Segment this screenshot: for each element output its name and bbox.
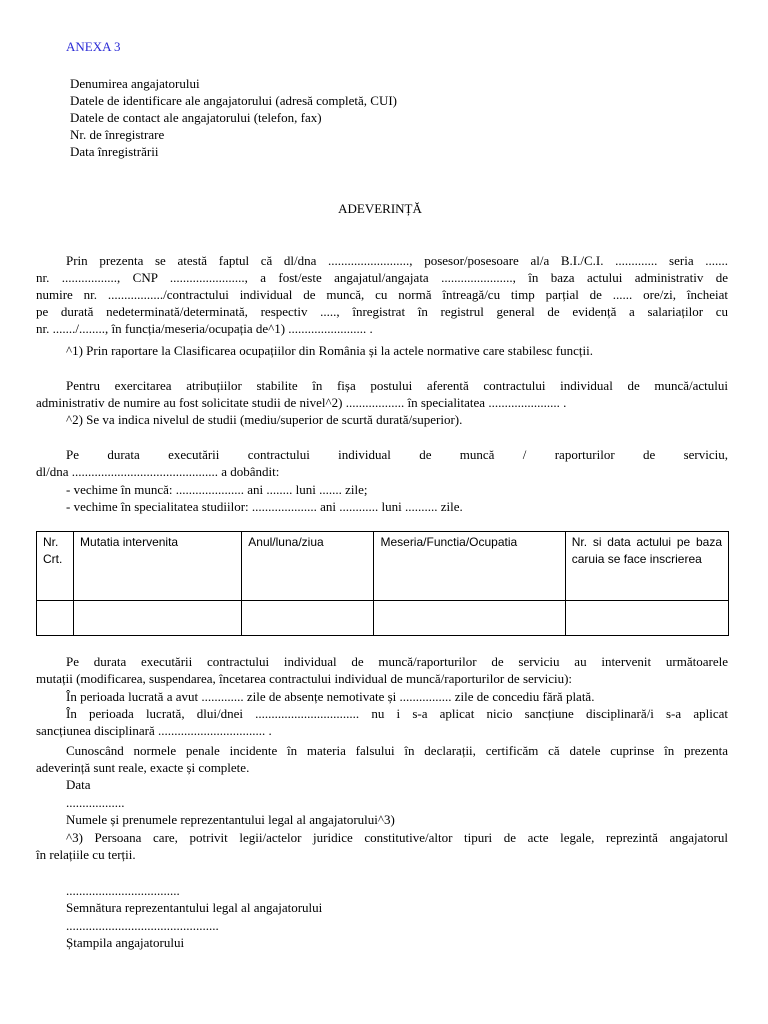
signature-label: Semnătura reprezentantului legal al angajatorului bbox=[66, 900, 323, 915]
para4-line-7: adeverință sunt reale, exacte și complete. bbox=[36, 760, 250, 775]
stamp-label: Ștampila angajatorului bbox=[66, 935, 185, 950]
footnote-1: ^1) Prin raportare la Clasificarea ocupațiilor din România și la actele normative care stabilesc funcții. bbox=[66, 343, 593, 358]
para4-line-3: În perioada lucrată a avut ............. zile de absențe nemotivate și ................ zile de concediu fără plată. bbox=[66, 689, 595, 704]
para3-line-2: dl/dna ............................................. a dobândit: bbox=[36, 464, 280, 479]
para2-line-1: Pentru exercitarea atribuțiilor stabilite în fișa postului aferentă contractului individual de muncă/actului bbox=[66, 378, 728, 393]
registration-number-line: Nr. de înregistrare bbox=[70, 127, 165, 142]
document-title: ADEVERINȚĂ bbox=[338, 201, 422, 216]
para1-line-5: nr. ......./........, în funcția/meseria/ocupația de^1) ........................ . bbox=[36, 321, 373, 336]
table-cell bbox=[565, 601, 728, 636]
header-nr-crt: Nr. Crt. bbox=[37, 532, 74, 601]
rep-name-label: Numele și prenumele reprezentantului legal al angajatorului^3) bbox=[66, 812, 395, 827]
para1-line-3: numire nr. ................./contractului individual de muncă, cu normă întreagă/cu timp parțial de ...... ore/zi, încheiat bbox=[36, 287, 728, 302]
registration-date-line: Data înregistrării bbox=[70, 144, 159, 159]
employer-id-line: Datele de identificare ale angajatorului (adresă completă, CUI) bbox=[70, 93, 398, 108]
para4-line-6: Cunoscând normele penale incidente în materia falsului în declarații, certificăm că datele cuprinse în prezenta bbox=[66, 743, 728, 758]
table-cell bbox=[242, 601, 374, 636]
para4-line-1: Pe durata executării contractului individual de muncă/raporturilor de serviciu au intervenit următoarele bbox=[66, 654, 728, 669]
stamp-dots: ............................................... bbox=[66, 918, 219, 933]
table-cell bbox=[374, 601, 565, 636]
para3-line-1: Pe durata executării contractului individual de muncă / raporturilor de serviciu, bbox=[66, 447, 728, 462]
footnote-2: ^2) Se va indica nivelul de studii (mediu/superior de scurtă durată/superior). bbox=[66, 412, 463, 427]
para1-line-2: nr. ................., CNP ......................., a fost/este angajatul/angajata ......................, în baza actului administrativ de bbox=[36, 270, 728, 285]
header-act: Nr. si data actului pe baza caruia se face inscrierea bbox=[565, 532, 728, 601]
table-row bbox=[37, 601, 729, 636]
date-dots: .................. bbox=[66, 795, 125, 810]
para4-line-4: În perioada lucrată, dlui/dnei ................................ nu i s-a aplicat nicio sancțiune disciplinară/i s-a aplicat bbox=[66, 706, 728, 721]
signature-dots: ................................... bbox=[66, 883, 180, 898]
table-header-row bbox=[37, 532, 729, 601]
para4-line-2: mutații (modificarea, suspendarea, încetarea contractului individual de muncă/raporturilor de serviciu): bbox=[36, 671, 573, 686]
footnote-3-line-1: ^3) Persoana care, potrivit legii/actelor juridice constitutive/altor tipuri de acte legale, reprezintă angajatorul bbox=[66, 830, 728, 845]
mutations-table bbox=[36, 531, 729, 636]
header-meseria: Meseria/Functia/Ocupatia bbox=[374, 532, 565, 601]
header-data: Anul/luna/ziua bbox=[242, 532, 374, 601]
annex-label: ANEXA 3 bbox=[66, 39, 121, 54]
para1-line-4: pe durată nedeterminată/determinată, respectiv ....., înregistrat în registrul general de evidență a salariaților cu bbox=[36, 304, 728, 319]
footnote-3-line-2: în relațiile cu terții. bbox=[36, 847, 136, 862]
header-mutatia: Mutatia intervenita bbox=[74, 532, 242, 601]
para4-line-5: sancțiunea disciplinară ................................. . bbox=[36, 723, 272, 738]
date-label: Data bbox=[66, 777, 91, 792]
table-cell bbox=[37, 601, 74, 636]
para3-line-3: - vechime în muncă: ..................... ani ........ luni ....... zile; bbox=[66, 482, 368, 497]
para2-line-2: administrativ de numire au fost solicitate studii de nivel^2) .................. în specialitatea ...................... . bbox=[36, 395, 567, 410]
para1-line-1: Prin prezenta se atestă faptul că dl/dna ........................., posesor/posesoare al/a B.I./C.I. ............. seria ....... bbox=[66, 253, 728, 268]
employer-contact-line: Datele de contact ale angajatorului (telefon, fax) bbox=[70, 110, 322, 125]
table-cell bbox=[74, 601, 242, 636]
para3-line-4: - vechime în specialitatea studiilor: .................... ani ............ luni .......... zile. bbox=[66, 499, 463, 514]
employer-name-line: Denumirea angajatorului bbox=[70, 76, 200, 91]
